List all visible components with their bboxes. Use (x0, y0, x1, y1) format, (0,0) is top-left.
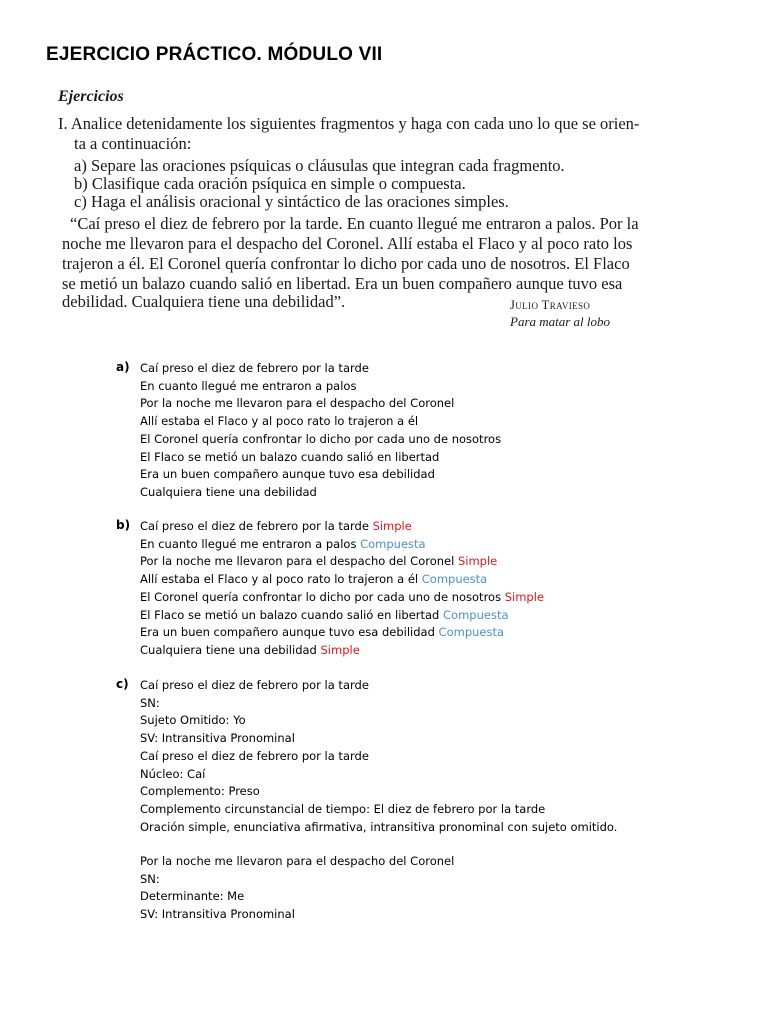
clause-line: El Flaco se metió un balazo cuando salió en libertad (140, 449, 440, 464)
clause-text: El Flaco se metió un balazo cuando salió en libertad (140, 607, 440, 622)
clause-text: En cuanto llegué me entraron a palos (140, 536, 357, 551)
clause-line: Allí estaba el Flaco y al poco rato lo trajeron a él (140, 414, 419, 429)
clause-line: Por la noche me llevaron para el despacho del Coronel (140, 396, 455, 411)
page-title: EJERCICIO PRÁCTICO. MÓDULO VII (46, 44, 383, 65)
analysis-line: SN: (140, 695, 160, 710)
section-c-label: c) (116, 677, 129, 691)
classified-clause (140, 589, 544, 607)
analysis-line: Determinante: Me (140, 889, 245, 904)
section-a-list (140, 360, 501, 502)
analysis-line: SV: Intransitiva Pronominal (140, 731, 295, 746)
classification-tag-simple: Simple (457, 554, 498, 569)
section-a-label: a) (116, 360, 130, 374)
classified-clause (140, 642, 544, 660)
analysis-line: Por la noche me llevaron para el despacho del Coronel (140, 854, 455, 868)
section-c-analysis-second (140, 853, 454, 924)
analysis-line: Caí preso el diez de febrero por la tarde (140, 678, 369, 692)
analysis-line: Caí preso el diez de febrero por la tarde (140, 748, 369, 763)
instruction-item-c: c) Haga el análisis oracional y sintáctico de las oraciones simples. (74, 192, 509, 211)
quote-line: se metió un balazo cuando salió en libertad. Era un buen compañero aunque tuvo esa (62, 274, 623, 293)
quote-work-title: Para matar al lobo (510, 314, 611, 329)
analysis-line: SN: (140, 871, 160, 886)
scanned-exercise-excerpt (50, 88, 650, 338)
section-b-list (140, 518, 544, 660)
classification-tag-compuesta: Compuesta (360, 536, 426, 551)
classified-clause (140, 571, 544, 589)
analysis-line: Complemento: Preso (140, 784, 260, 799)
clause-text: Allí estaba el Flaco y al poco rato lo trajeron a él (140, 572, 419, 587)
quote-line: trajeron a él. El Coronel quería confrontar lo dicho por cada uno de nosotros. El Flaco (62, 254, 630, 273)
instruction-line: I. Analice detenidamente los siguientes fragmentos y haga con cada uno lo que se orien- (58, 114, 640, 133)
classification-tag-simple: Simple (320, 642, 360, 657)
analysis-line: Núcleo: Caí (140, 766, 206, 781)
clause-line: Caí preso el diez de febrero por la tarde (140, 361, 369, 375)
analysis-line: Oración simple, enunciativa afirmativa, intransitiva pronominal con sujeto omitido. (140, 819, 618, 834)
quote-line: noche me llevaron para el despacho del Coronel. Allí estaba el Flaco y al poco rato los (62, 234, 633, 253)
clause-line: En cuanto llegué me entraron a palos (140, 378, 357, 393)
exercise-heading: Ejercicios (58, 88, 124, 105)
classification-tag-simple: Simple (372, 519, 412, 533)
classified-clause (140, 624, 544, 642)
clause-line: El Coronel quería confrontar lo dicho por cada uno de nosotros (140, 431, 502, 446)
classification-tag-compuesta: Compuesta (443, 607, 509, 622)
clause-text: Cualquiera tiene una debilidad (140, 642, 317, 657)
clause-text: Era un buen compañero aunque tuvo esa debilidad (140, 625, 435, 640)
quote-author: Julio Travieso (510, 298, 591, 312)
instruction-item-b: b) Clasifique cada oración psíquica en simple o compuesta. (74, 174, 466, 193)
instruction-line: ta a continuación: (74, 134, 192, 153)
section-c-analysis (140, 677, 617, 836)
clause-line: Era un buen compañero aunque tuvo esa debilidad (140, 467, 435, 482)
section-b-label: b) (116, 518, 131, 532)
clause-line: Cualquiera tiene una debilidad (140, 484, 317, 499)
analysis-line: SV: Intransitiva Pronominal (140, 907, 295, 922)
classified-clause (140, 607, 544, 625)
classification-tag-compuesta: Compuesta (438, 625, 505, 640)
classification-tag-simple: Simple (504, 589, 545, 604)
analysis-line: Sujeto Omitido: Yo (140, 713, 246, 728)
quote-line: “Caí preso el diez de febrero por la tarde. En cuanto llegué me entraron a palos. Por la (70, 214, 639, 233)
quote-line: debilidad. Cualquiera tiene una debilidad”. (62, 292, 346, 311)
analysis-line: Complemento circunstancial de tiempo: El diez de febrero por la tarde (140, 801, 546, 816)
classified-clause (140, 553, 544, 571)
instruction-item-a: a) Separe las oraciones psíquicas o cláusulas que integran cada fragmento. (74, 156, 565, 175)
clause-text: Por la noche me llevaron para el despacho del Coronel (140, 554, 455, 569)
classification-tag-compuesta: Compuesta (421, 572, 488, 587)
clause-text: Caí preso el diez de febrero por la tarde (140, 519, 369, 533)
clause-text: El Coronel quería confrontar lo dicho por cada uno de nosotros (140, 589, 502, 604)
classified-clause (140, 536, 544, 554)
classified-clause (140, 518, 544, 536)
